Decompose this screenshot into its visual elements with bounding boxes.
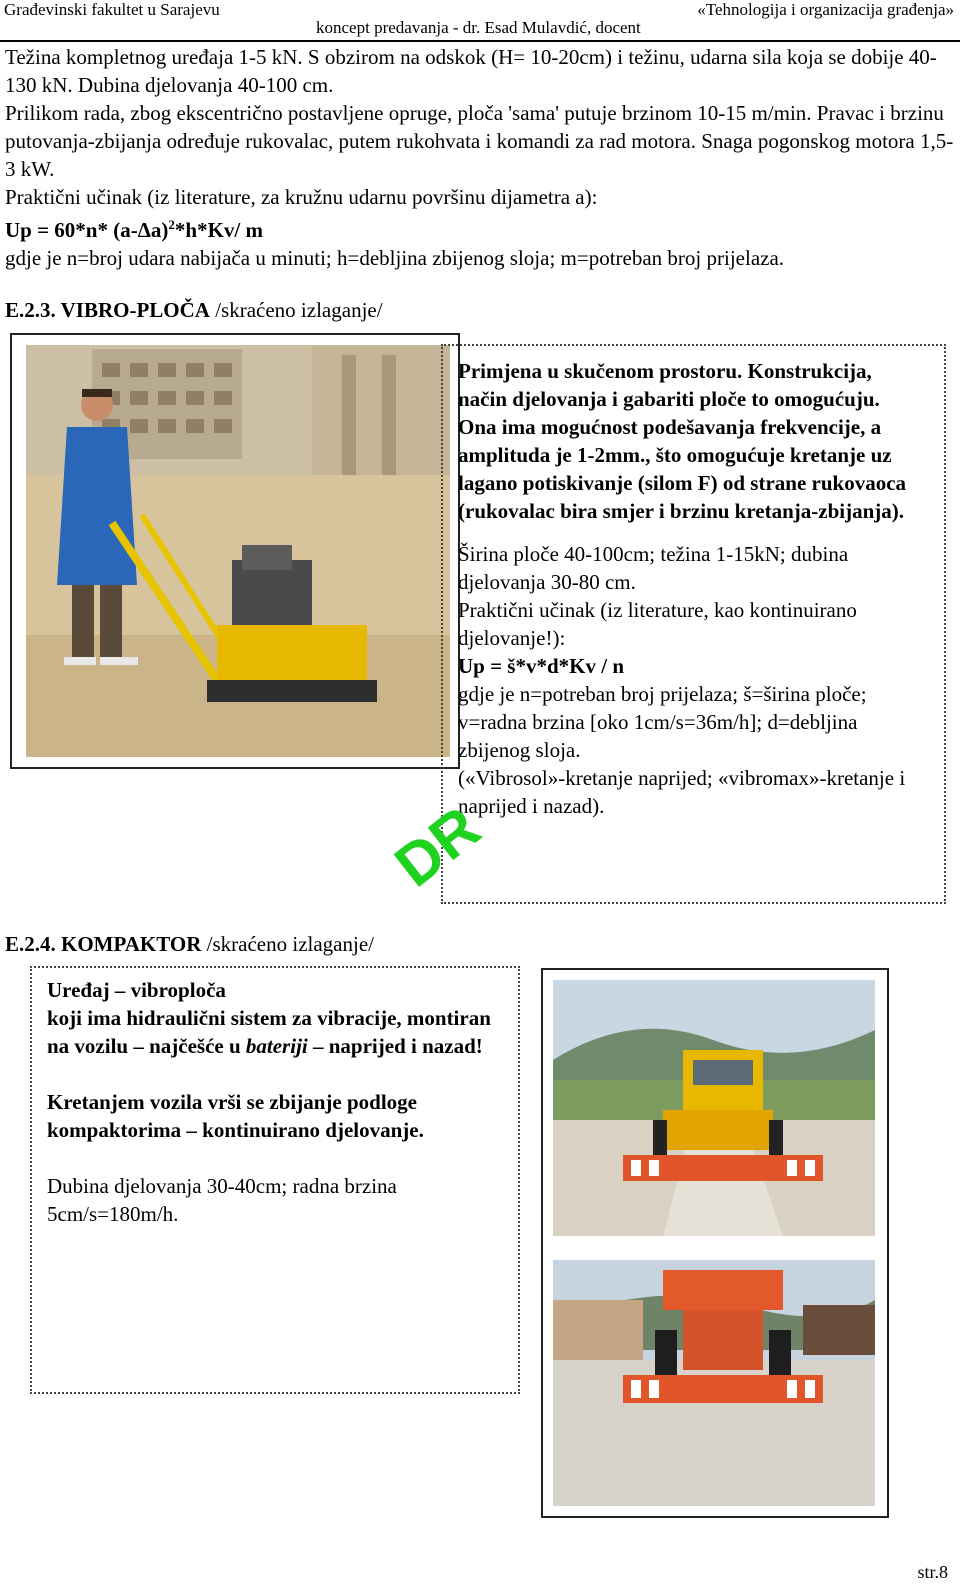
header-left: Građevinski fakultet u Sarajevu	[4, 0, 220, 19]
kompaktor-description-box	[30, 966, 520, 1394]
kompaktor-image	[543, 970, 887, 1516]
vibro-plate-brands: («Vibrosol»-kretanje naprijed; «vibromax»-kretanje i naprijed i nazad).	[458, 766, 906, 818]
vibro-plate-description: Primjena u skučenom prostoru. Konstrukcija, način djelovanja i gabariti ploče to omogućuju. Ona ima mogućnost podešavanja frekvencije, a amplituda je 1-2mm., što omogućuje kretanje uz lagano potiskivanje (silom F) od strane rukovaoca (rukovalac bira smjer i brzinu kretanja-zbijanja).	[458, 359, 907, 523]
vibro-plate-image	[12, 335, 458, 767]
intro-line-4: gdje je n=broj udara nabijača u minuti; h=debljina zbijenog sloja; m=potreban broj prijelaza.	[5, 246, 785, 270]
vibro-plate-output: Praktični učinak (iz literature, kao kontinuirano djelovanje!):	[458, 598, 857, 650]
intro-line-3: Praktični učinak (iz literature, za kružnu udarnu površinu dijametra a):	[5, 185, 598, 209]
kompaktor-photo	[541, 968, 889, 1518]
intro-text	[5, 43, 955, 272]
impact-formula: Up = 60*n* $(a-\Delta a)^2*h*Kv/$ m	[5, 217, 263, 242]
draft-watermark: DR	[382, 793, 493, 900]
kompaktor-operation: Kretanjem vozila vrši se zbijanje podloge kompaktorima – kontinuirano djelovanje.	[47, 1090, 424, 1142]
intro-line-2: Prilikom rada, zbog ekscentrično postavljene opruge, ploča 'sama' putuje brzinom 10-15 m/min. Pravac i brzinu putovanja-zbijanja određuje rukovalac, putem rukohvata i komandi za rad motora. Snaga pogonskog motora 1,5-3 kW.	[5, 101, 954, 181]
vibro-plate-description-box	[441, 344, 946, 904]
section-heading-e24: E.2.4. KOMPAKTOR /skraćeno izlaganje/	[5, 932, 374, 956]
header-rule	[0, 40, 960, 42]
vibro-plate-formula: Up = š*v*d*Kv / n	[458, 654, 625, 678]
section-heading-e23: E.2.3. VIBRO-PLOČA /skraćeno izlaganje/	[5, 298, 383, 322]
header-right: «Tehnologija i organizacija građenja»	[697, 0, 954, 19]
page-number: str.8	[917, 1562, 948, 1582]
vibro-plate-specs: Širina ploče 40-100cm; težina 1-15kN; dubina djelovanja 30-80 cm.	[458, 542, 849, 594]
vibro-plate-legend: gdje je n=potreban broj prijelaza; š=širina ploče; v=radna brzina [oko 1cm/s=36m/h]; d=debljina zbijenog sloja.	[458, 682, 867, 762]
kompaktor-specs: Dubina djelovanja 30-40cm; radna brzina 5cm/s=180m/h.	[47, 1174, 397, 1226]
header-center: koncept predavanja - dr. Esad Mulavdić, docent	[316, 18, 641, 37]
vibro-plate-photo	[10, 333, 460, 769]
intro-line-1: Težina kompletnog uređaja 1-5 kN. S obzirom na odskok (H= 10-20cm) i težinu, udarna sila koja se dobije 40-130 kN. Dubina djelovanja 40-100 cm.	[5, 45, 937, 97]
kompaktor-description: Uređaj – vibroploča koji ima hidraulični sistem za vibracije, montiran na vozilu – najčešće u bateriji – naprijed i nazad!	[47, 978, 491, 1058]
